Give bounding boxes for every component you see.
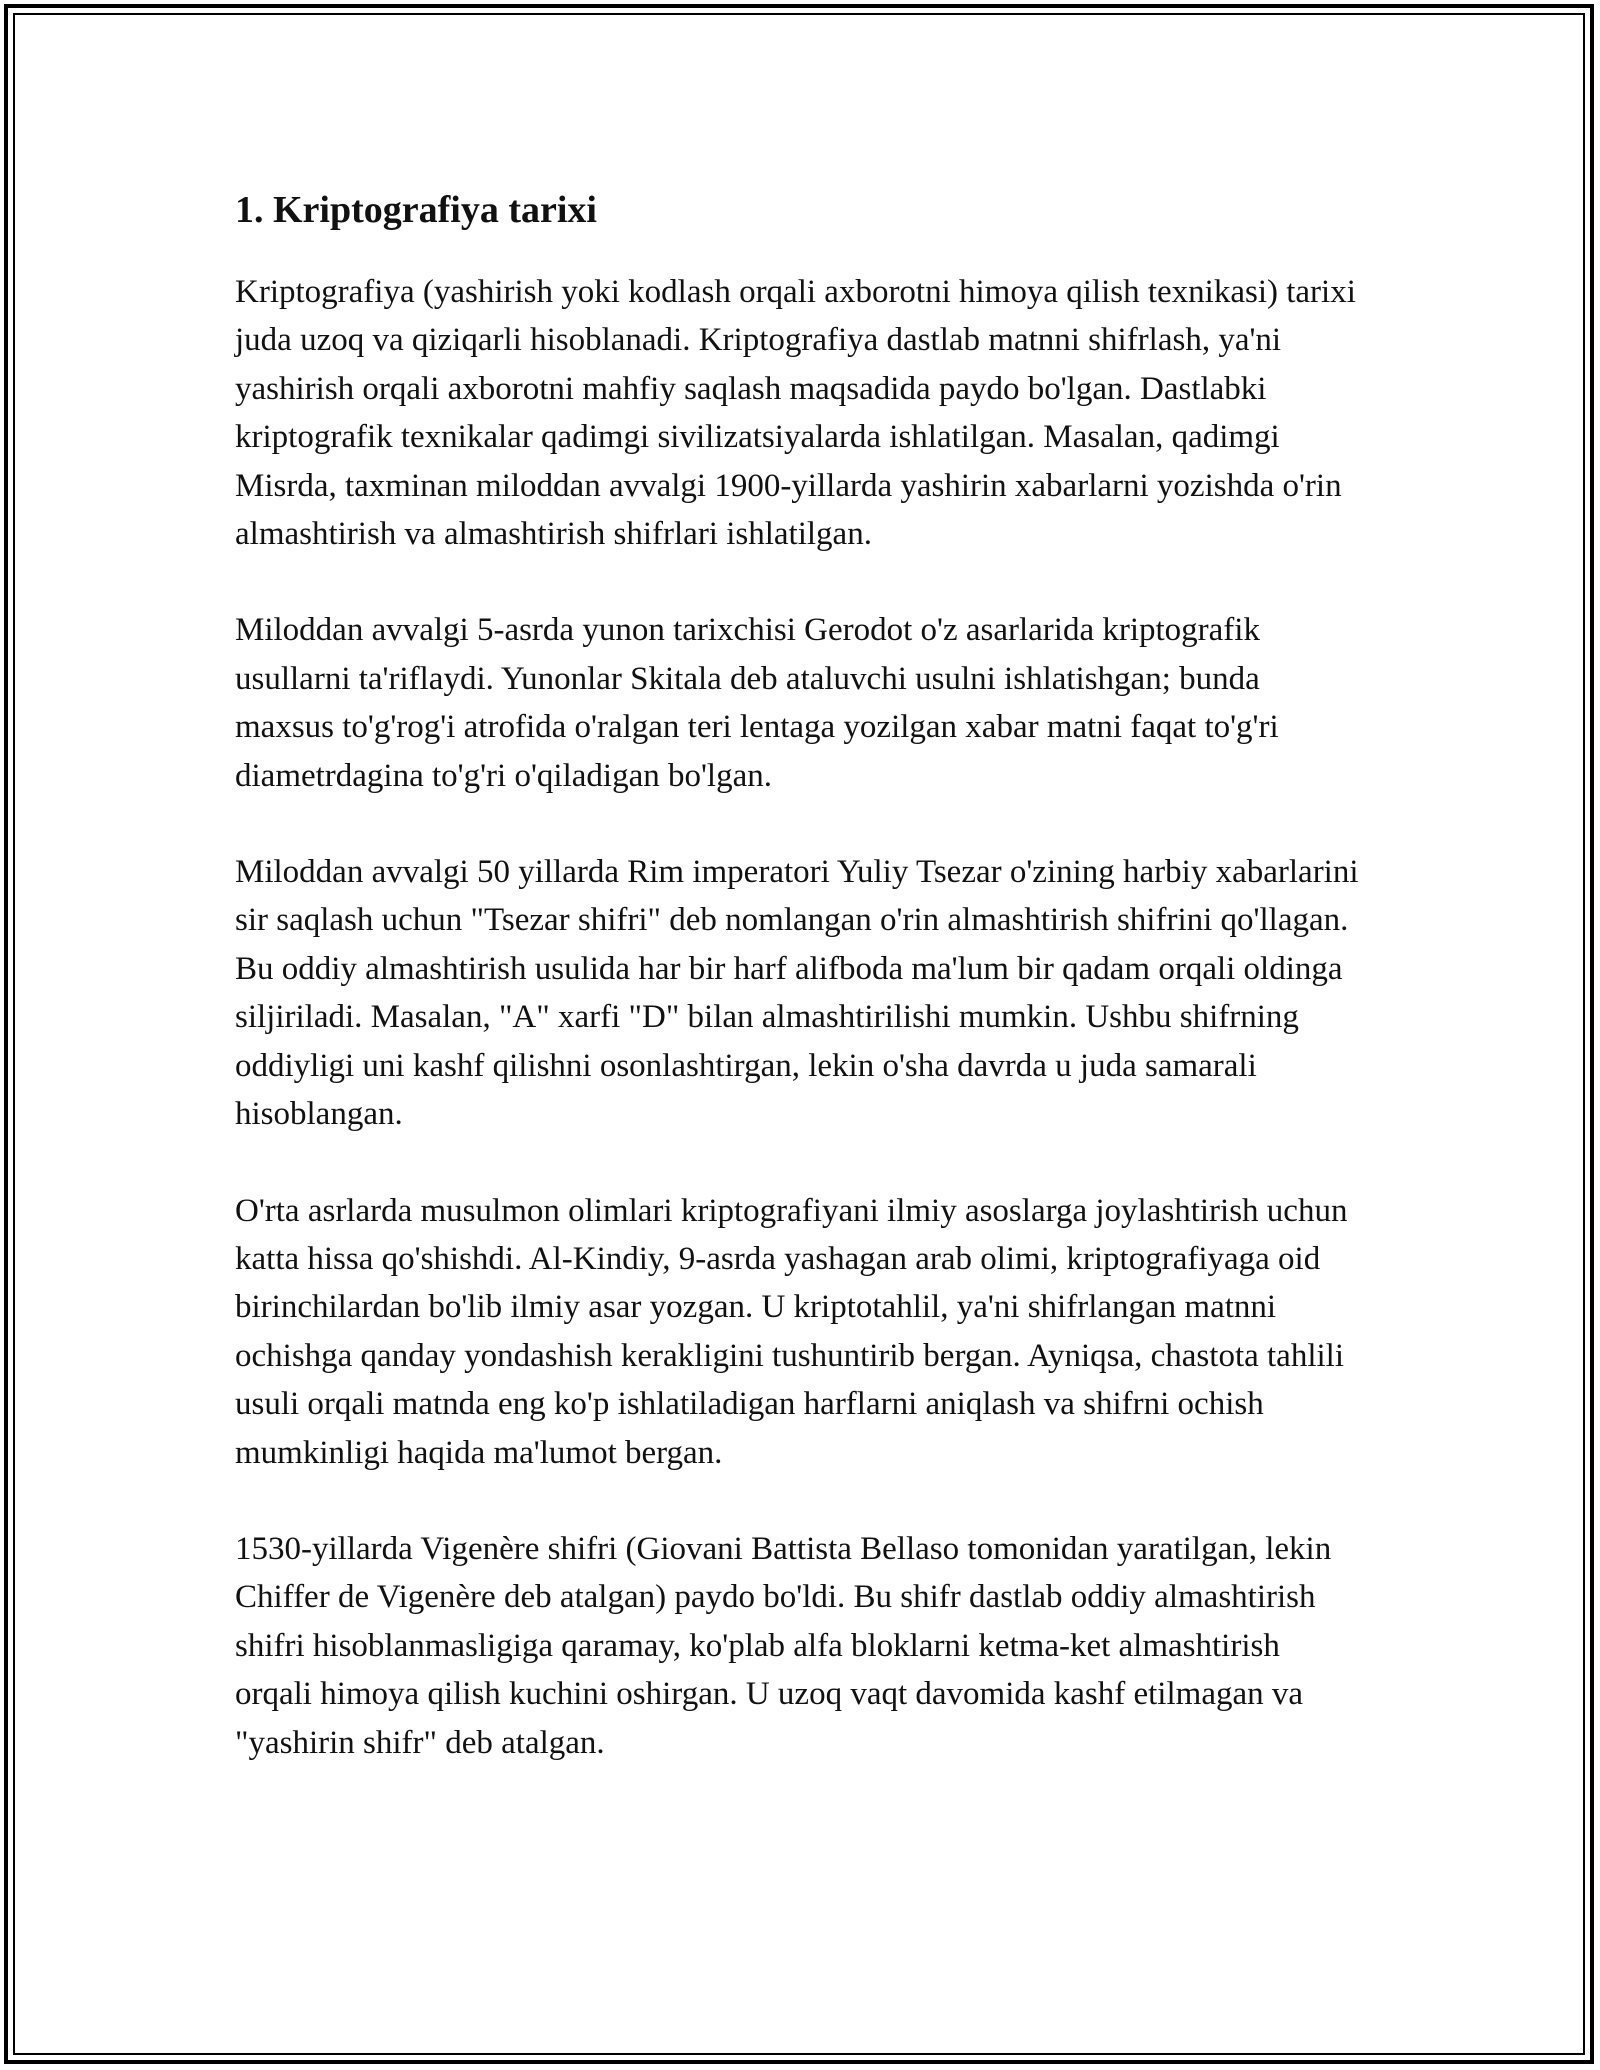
paragraph-intro: Kriptografiya (yashirish yoki kodlash orqali axborotni himoya qilish texnikasi) tarixi juda uzoq va qiziqarli hisoblanadi. Kriptografiya dastlab matnni shifrlash, ya'ni yashirish orqali axborotni mahfiy saqlash maqsadida paydo bo'lgan. Dastlabki kriptografik texnikalar qadimgi sivilizatsiyalarda ishlatilgan. Masalan, qadimgi Misrda, taxminan miloddan avvalgi 1900-yillarda yashirin xabarlarni yozishda o'rin almashtirish va almashtirish shifrlari ishlatilgan.: [235, 274, 1356, 553]
section-heading: 1. Kriptografiya tarixi: [235, 189, 597, 231]
document-body: [235, 186, 1360, 1815]
paragraph-vigenere: 1530-yillarda Vigenère shifri (Giovani Battista Bellaso tomonidan yaratilgan, lekin Chiffer de Vigenère deb atalgan) paydo bo'ldi. Bu shifr dastlab oddiy almashtirish shifri hisoblanmasligiga qaramay, ko'plab alfa bloklarni ketma-ket almashtirish orqali himoya qilish kuchini oshirgan. U uzoq vaqt davomida kashf etilmagan va "yashirin shifr" deb atalgan.: [235, 1530, 1332, 1761]
paragraph-caesar: Miloddan avvalgi 50 yillarda Rim imperatori Yuliy Tsezar o'zining harbiy xabarlarini sir saqlash uchun "Tsezar shifri" deb nomlangan o'rin almashtirish shifrini qo'llagan. Bu oddiy almashtirish usulida har bir harf alifboda ma'lum bir qadam orqali oldinga siljiriladi. Masalan, "A" xarfi "D" bilan almashtirilishi mumkin. Ushbu shifrning oddiyligi uni kashf qilishni osonlashtirgan, lekin o'sha davrda u juda samarali hisoblangan.: [235, 854, 1359, 1133]
paragraph-herodotus: Miloddan avvalgi 5-asrda yunon tarixchisi Gerodot o'z asarlarida kriptografik usullarni ta'riflaydi. Yunonlar Skitala deb ataluvchi usulni ishlatishgan; bunda maxsus to'g'rog'i atrofida o'ralgan teri lentaga yozilgan xabar matni faqat to'g'ri diametrdagina to'g'ri o'qiladigan bo'lgan.: [235, 612, 1279, 794]
paragraph-al-kindi: O'rta asrlarda musulmon olimlari kriptografiyani ilmiy asoslarga joylashtirish uchun katta hissa qo'shishdi. Al-Kindiy, 9-asrda yashagan arab olimi, kriptografiyaga oid birinchilardan bo'lib ilmiy asar yozgan. U kriptotahlil, ya'ni shifrlangan matnni ochishga qanday yondashish kerakligini tushuntirib bergan. Ayniqsa, chastota tahlili usuli orqali matnda eng ko'p ishlatiladigan harflarni aniqlash va shifrni ochish mumkinligi haqida ma'lumot bergan.: [235, 1192, 1348, 1471]
